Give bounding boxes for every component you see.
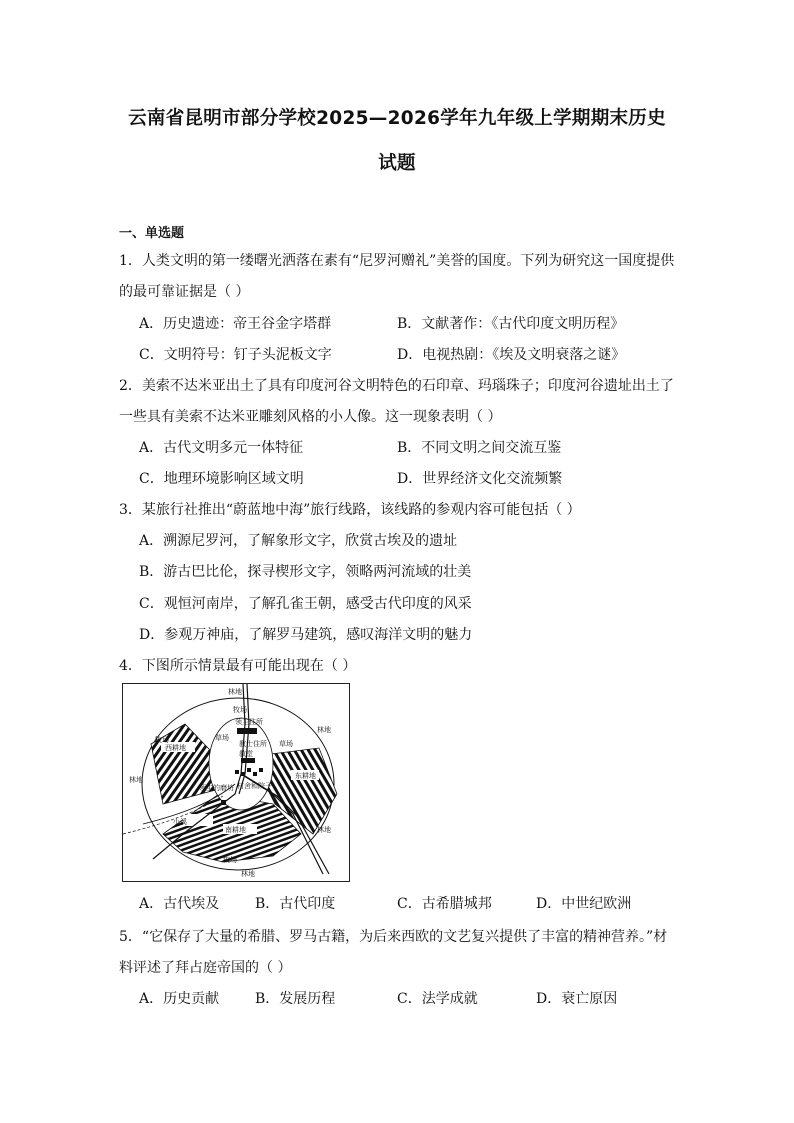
question-4-option-a: A．古代埃及 bbox=[139, 896, 220, 912]
question-2-option-d: D．世界经济文化交流频繁 bbox=[397, 471, 563, 487]
question-2-text-continued: 一些具有美索不达米亚雕刻风格的小人像。这一现象表明（ ） bbox=[119, 409, 502, 425]
question-5-text: 5．“它保存了大量的希腊、罗马古籍，为后来西欧的文艺复兴提供了丰富的精神营养。”材 bbox=[119, 929, 668, 945]
map-label-forest-bottom: 林地 bbox=[241, 870, 255, 878]
question-2-text: 2．美索不达米亚出土了具有印度河谷文明特色的石印章、玛瑙珠子；印度河谷遗址出土了 bbox=[119, 378, 674, 394]
map-label-stream: 小溪 bbox=[173, 818, 187, 826]
map-label-forest-right: 林地 bbox=[317, 726, 331, 734]
lord-house-shape bbox=[237, 728, 257, 734]
map-label-village: 村舍和院子 bbox=[237, 782, 272, 790]
question-1-text-continued: 的最可靠证据是（ ） bbox=[119, 284, 250, 300]
question-5-option-a: A．历史贡献 bbox=[139, 991, 220, 1007]
map-label-south-field: 南耕地 bbox=[225, 826, 246, 834]
page-title: 云南省昆明市部分学校2025—2026学年九年级上学期期末历史 bbox=[128, 108, 666, 129]
question-1-option-a: A．历史遗迹：帝王谷金字塔群 bbox=[139, 316, 332, 332]
map-label-meadow-left: 草场 bbox=[215, 734, 229, 742]
map-label-west-field: 西耕地 bbox=[165, 744, 186, 752]
map-label-pasture-top: 牧场 bbox=[233, 706, 247, 714]
map-label-priest-house: 教士住所 bbox=[239, 740, 267, 748]
question-3-text: 3．某旅行社推出“蔚蓝地中海”旅行线路，该线路的参观内容可能包括（ ） bbox=[119, 502, 581, 518]
manor-map bbox=[122, 683, 350, 882]
manor-map-drawing bbox=[123, 684, 349, 881]
question-1-option-b: B．文献著作：《古代印度文明历程》 bbox=[397, 316, 625, 332]
map-label-lord-house: 领主住所 bbox=[235, 718, 263, 726]
question-3-option-c: C．观恒河南岸，了解孔雀王朝，感受古代印度的风采 bbox=[139, 596, 472, 612]
map-label-church: 教堂 bbox=[239, 750, 253, 758]
page-title-continued: 试题 bbox=[378, 153, 416, 174]
question-1-text: 1．人类文明的第一缕曙光洒落在素有“尼罗河赠礼”美誉的国度。下列为研究这一国度提供 bbox=[119, 253, 675, 269]
map-label-lord-mill: 领主的磨坊 bbox=[199, 784, 234, 792]
map-label-forest-left: 林地 bbox=[129, 776, 143, 784]
question-3-option-b: B．游古巴比伦，探寻楔形文字，领略两河流域的壮美 bbox=[139, 564, 472, 580]
question-2-option-c: C．地理环境影响区域文明 bbox=[139, 471, 304, 487]
map-label-forest-top: 林地 bbox=[228, 688, 242, 696]
question-3-option-a: A．溯源尼罗河，了解象形文字，欣赏古埃及的遗址 bbox=[139, 533, 458, 549]
question-1-option-c: C．文明符号：钉子头泥板文字 bbox=[139, 347, 332, 363]
question-5-option-c: C．法学成就 bbox=[397, 991, 478, 1007]
question-2-option-a: A．古代文明多元一体特征 bbox=[139, 440, 304, 456]
question-3-option-d: D．参观万神庙，了解罗马建筑，感叹海洋文明的魅力 bbox=[139, 627, 473, 643]
map-label-pasture-left: 牧场 bbox=[155, 736, 169, 744]
question-5-option-d: D．衰亡原因 bbox=[536, 991, 618, 1007]
question-1-option-d: D．电视热剧：《埃及文明衰落之谜》 bbox=[397, 347, 626, 363]
map-label-forest-right-2: 林地 bbox=[317, 826, 331, 834]
map-label-east-field: 东耕地 bbox=[295, 772, 316, 780]
question-2-option-b: B．不同文明之间交流互鉴 bbox=[397, 440, 562, 456]
question-4-text: 4．下图所示情景最有可能出现在（ ） bbox=[119, 658, 357, 674]
question-4-option-c: C．古希腊城邦 bbox=[397, 896, 492, 912]
map-label-pasture-bottom: 牧场 bbox=[223, 856, 237, 864]
church-shape bbox=[241, 758, 255, 763]
mill-shape bbox=[221, 800, 226, 805]
question-4-option-d: D．中世纪欧洲 bbox=[536, 896, 632, 912]
question-5-text-continued: 料评述了拜占庭帝国的（ ） bbox=[119, 960, 292, 976]
map-label-meadow-right: 草场 bbox=[279, 740, 293, 748]
question-4-option-b: B．古代印度 bbox=[255, 896, 336, 912]
section-heading: 一、单选题 bbox=[119, 226, 185, 241]
question-5-option-b: B．发展历程 bbox=[255, 991, 336, 1007]
